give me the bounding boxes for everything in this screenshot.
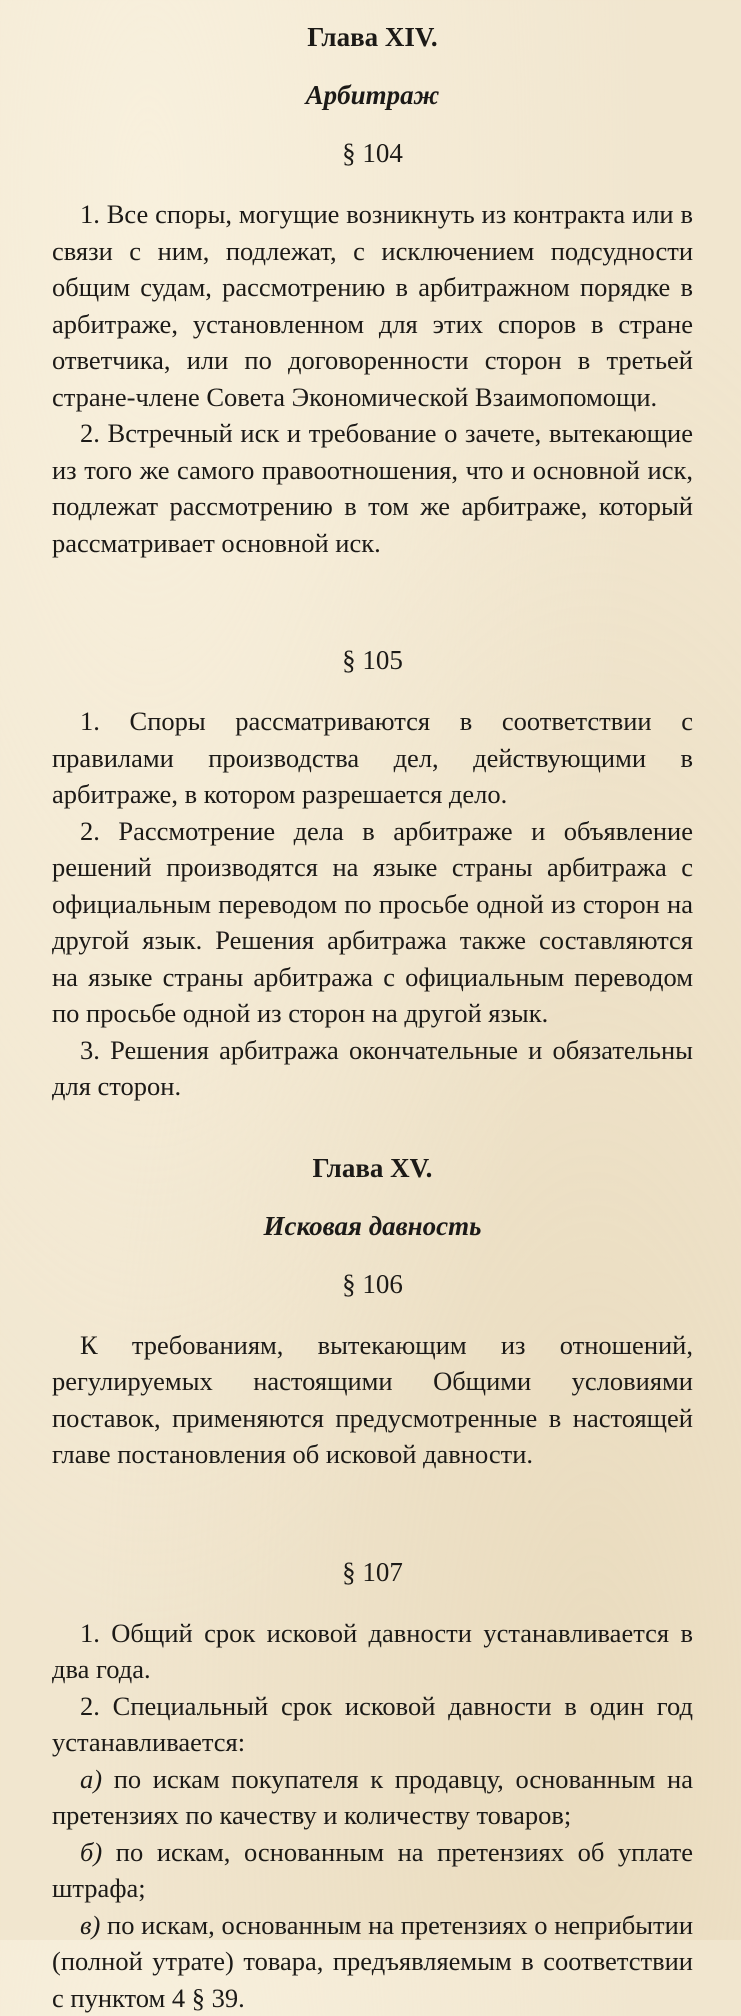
paragraph: 2. Рассмотрение дела в арбитраже и объявление решений производятся на языке страны арбитража с официальным переводом по просьбе одной из сторон на другой язык. Решения арбитража также составляются на языке страны арбитража с официальным переводом по просьбе одной из сторон на другой язык. [52,813,693,1032]
list-marker: а) [80,1764,102,1794]
paragraph: 1. Споры рассматриваются в соответствии с правилами производства дел, действующими в арбитраже, в котором разрешается дело. [52,703,693,813]
section-105 [52,643,693,1105]
list-item [52,1761,693,1834]
list-item-text: по искам, основанным на претензиях об уплате штрафа; [52,1837,693,1904]
list-item [52,1834,693,1907]
paragraph: 2. Встречный иск и требование о зачете, вытекающие из того же самого правоотношения, что и основной иск, подлежат рассмотрению в том же арбитраже, который рассматривает основной иск. [52,415,693,561]
section-sign: § 106 [52,1267,693,1301]
chapter-15-subtitle: Исковая давность [52,1209,693,1243]
section-104 [52,136,693,561]
paragraph: 1. Общий срок исковой давности устанавливается в два года. [52,1615,693,1688]
list-item [52,1907,693,2016]
paragraph: 2. Специальный срок исковой давности в один год устанавливается: [52,1688,693,1761]
list-item-text: по искам, основанным на претензиях о неприбытии (полной утрате) товара, предъявляемым в соответствии с пунктом 4 § 39. [52,1910,693,2013]
section-106 [52,1267,693,1473]
list-marker: в) [80,1910,100,1940]
section-sign: § 107 [52,1555,693,1589]
list-marker: б) [80,1837,102,1867]
paragraph: 1. Все споры, могущие возникнуть из контракта или в связи с ним, подлежат, с исключением подсудности общим судам, рассмотрению в арбитражном порядке в арбитраже, установленном для этих споров в стране ответчика, или по договоренности сторон в третьей стране-члене Совета Экономической Взаимопомощи. [52,196,693,415]
chapter-14-title: Глава XIV. [52,20,693,54]
paragraph: К требованиям, вытекающим из отношений, регулируемых настоящими Общими условиями поставок, применяются предусмотренные в настоящей главе постановления об исковой давности. [52,1327,693,1473]
chapter-14-subtitle: Арбитраж [52,78,693,112]
section-sign: § 104 [52,136,693,170]
section-sign: § 105 [52,643,693,677]
chapter-15-title: Глава XV. [52,1151,693,1185]
list-item-text: по искам покупателя к продавцу, основанным на претензиях по качеству и количеству товаров; [52,1764,693,1831]
paragraph: 3. Решения арбитража окончательные и обязательны для сторон. [52,1032,693,1105]
section-107 [52,1555,693,2016]
